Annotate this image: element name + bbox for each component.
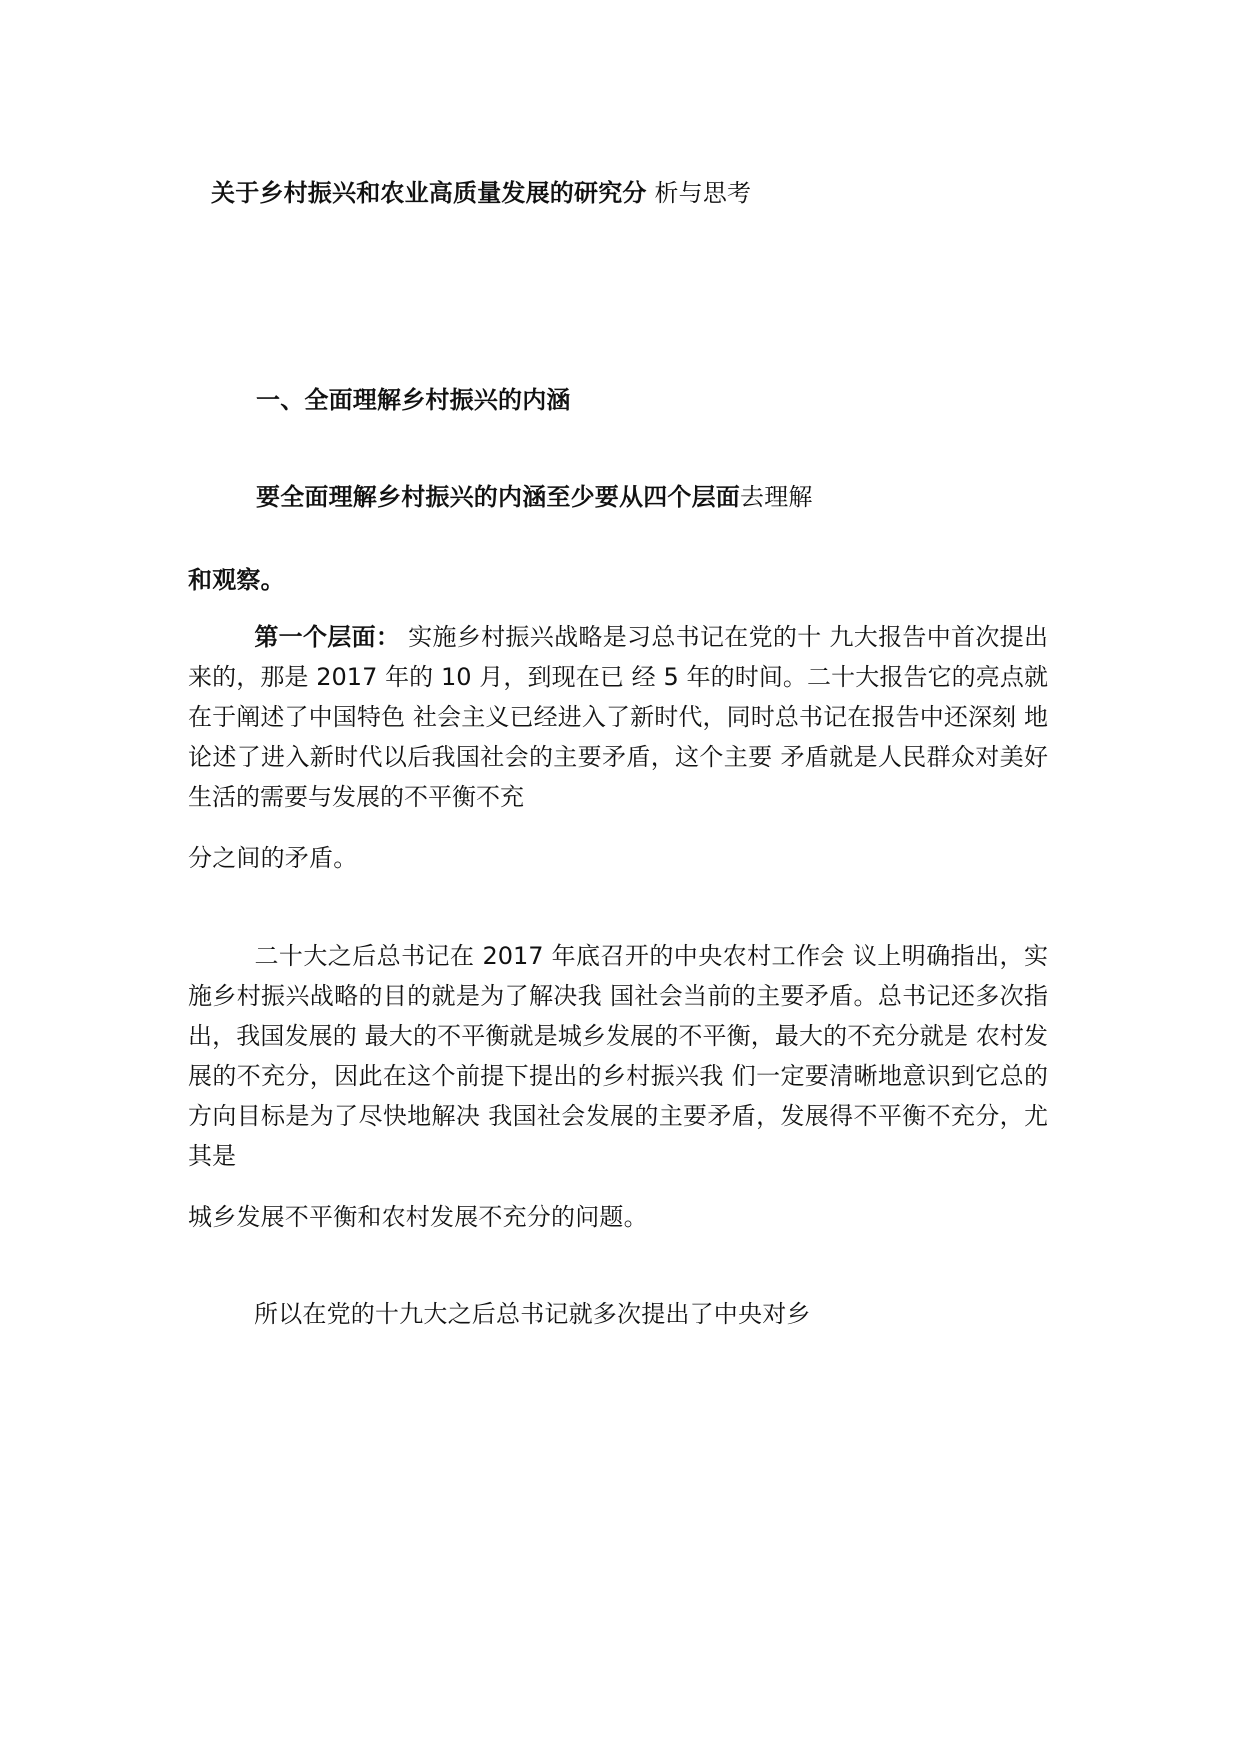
paragraph-1-tail: 分之间的矛盾。 xyxy=(188,844,358,872)
paragraph-2-tail: 城乡发展不平衡和农村发展不充分的问题。 xyxy=(188,1203,648,1231)
intro-line-1-rest: 去理解 xyxy=(740,483,813,511)
document-title xyxy=(211,173,751,213)
section-heading: 一、全面理解乡村振兴的内涵 xyxy=(256,386,571,414)
document-title-bold: 关于乡村振兴和农业高质量发展的研究分 xyxy=(211,179,647,207)
intro-line-2: 和观察。 xyxy=(188,566,285,594)
paragraph-1-label: 第一个层面： xyxy=(254,623,401,651)
intro-line-1-bold: 要全面理解乡村振兴的内涵至少要从四个层面 xyxy=(256,483,740,511)
paragraph-1-text: 实施乡村振兴战略是习总书记在党的十 九大报告中首次提出来的，那是 2017 年的 10 月，到现在已 经 5 年的时间。二十大报告它的亮点就在于阐述了中国特色 社会主义已经进入了新时代，同时总书记在报告中还深刻 地论述了进入新时代以后我国社会的主要矛盾，这个主要 矛盾就是人民群众对美好生活的需要与发展的不平衡不充 xyxy=(188,623,1048,811)
paragraph-3: 所以在党的十九大之后总书记就多次提出了中央对乡 xyxy=(254,1300,811,1328)
intro-line-1 xyxy=(256,477,813,517)
document-title-rest: 析与思考 xyxy=(654,179,752,207)
paragraph-2 xyxy=(188,936,1048,1176)
paragraph-1 xyxy=(188,617,1048,817)
paragraph-2-text: 二十大之后总书记在 2017 年底召开的中央农村工作会 议上明确指出，实施乡村振兴战略的目的就是为了解决我 国社会当前的主要矛盾。总书记还多次指出，我国发展的 最大的不平衡就是城乡发展的不平衡，最大的不充分就是 农村发展的不充分，因此在这个前提下提出的乡村振兴我 们一定要清晰地意识到它总的方向目标是为了尽快地解决 我国社会发展的主要矛盾，发展得不平衡不充分，尤其是 xyxy=(188,942,1048,1170)
